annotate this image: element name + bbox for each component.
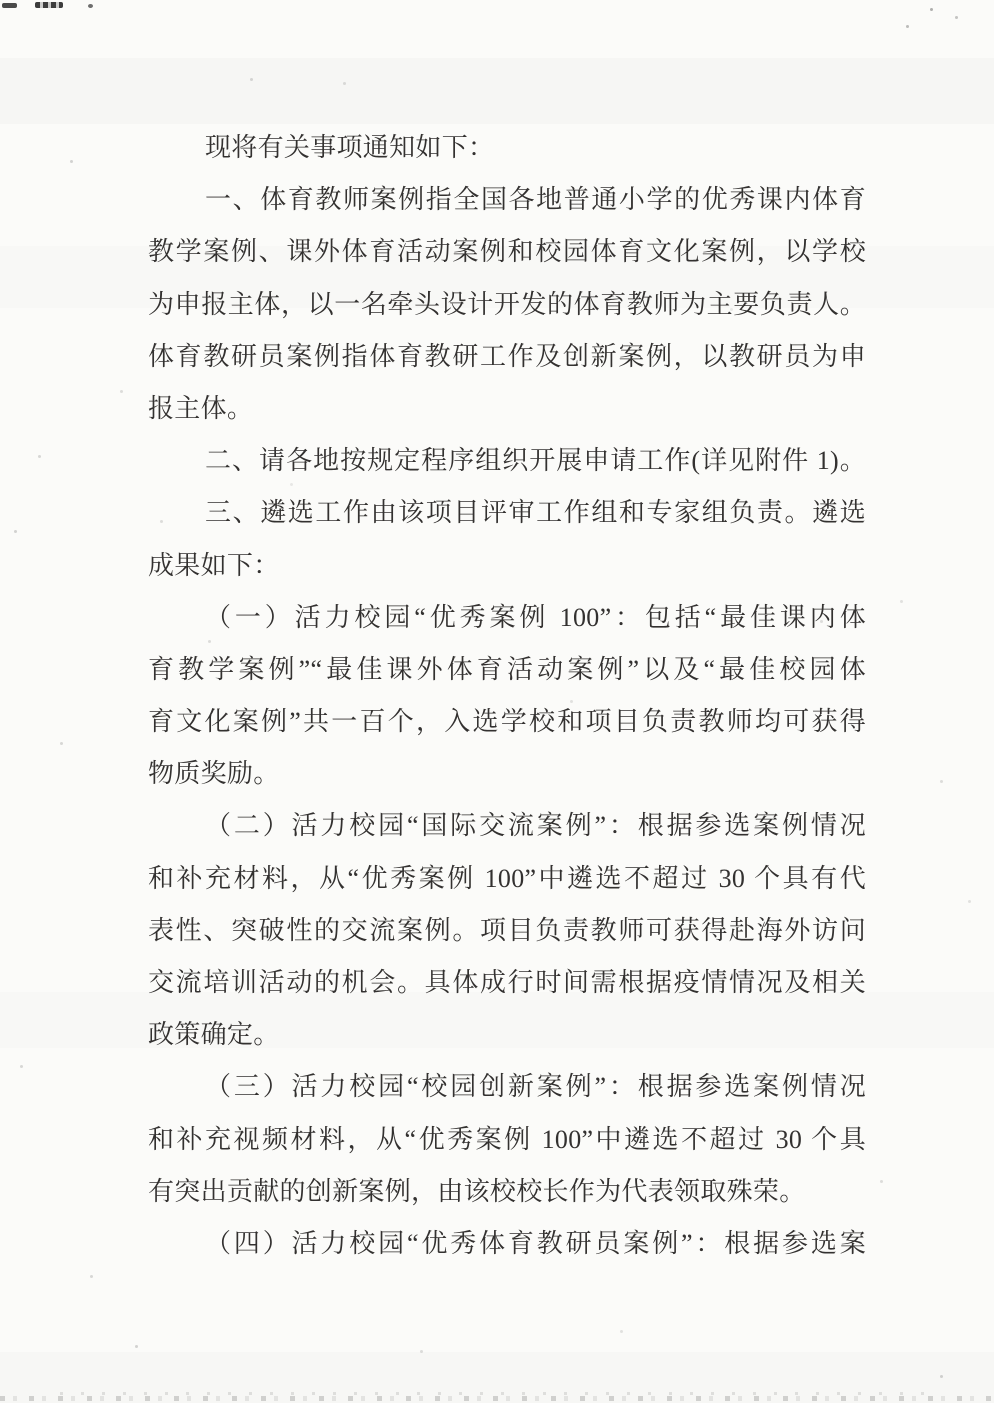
scan-band <box>0 1352 994 1403</box>
doc-line: 教学案例、课外体育活动案例和校园体育文化案例，以学校 <box>148 237 866 267</box>
doc-line: （三）活力校园“校园创新案例”：根据参选案例情况 <box>205 1072 866 1102</box>
doc-line: （一）活力校园“优秀案例 100”：包括“最佳课内体 <box>205 602 866 632</box>
doc-line: 和补充视频材料，从“优秀案例 100”中遴选不超过 30 个具 <box>148 1124 866 1154</box>
scan-band <box>0 58 994 124</box>
doc-line: 为申报主体，以一名牵头设计开发的体育教师为主要负责人。 <box>148 289 866 319</box>
doc-line: （二）活力校园“国际交流案例”：根据参选案例情况 <box>205 811 866 841</box>
scan-bottom-edge-noise <box>0 1396 994 1401</box>
doc-line: 报主体。 <box>148 393 254 423</box>
doc-line: 现将有关事项通知如下： <box>205 133 495 162</box>
scan-bottom-edge-noise <box>60 1392 930 1395</box>
document-body <box>148 122 866 1270</box>
doc-line: 和补充材料，从“优秀案例 100”中遴选不超过 30 个具有代 <box>148 863 866 893</box>
doc-line: 物质奖励。 <box>148 759 280 789</box>
doc-line: 育教学案例”“最佳课外体育活动案例”以及“最佳校园体 <box>148 654 866 684</box>
doc-line: 政策确定。 <box>148 1020 280 1050</box>
doc-line: 有突出贡献的创新案例，由该校校长作为代表领取殊荣。 <box>148 1176 806 1206</box>
scan-noise-speckles <box>930 8 933 11</box>
doc-line: 育文化案例”共一百个，入选学校和项目负责教师均可获得 <box>148 707 866 737</box>
doc-line: 二、请各地按规定程序组织开展申请工作(详见附件 1)。 <box>205 446 866 476</box>
doc-line: 一、体育教师案例指全国各地普通小学的优秀课内体育 <box>205 185 866 215</box>
scan-speckle <box>88 4 93 8</box>
doc-line: 成果如下： <box>148 550 280 580</box>
doc-line: 体育教研员案例指体育教研工作及创新案例，以教研员为申 <box>148 341 866 371</box>
scan-artifact-top-left-dash <box>2 3 17 8</box>
doc-line: （四）活力校园“优秀体育教研员案例”：根据参选案 <box>205 1228 866 1258</box>
doc-line: 交流培训活动的机会。具体成行时间需根据疫情情况及相关 <box>148 968 866 997</box>
doc-line: 三、遴选工作由该项目评审工作组和专家组负责。遴选 <box>205 498 866 528</box>
doc-line: 表性、突破性的交流案例。项目负责教师可获得赴海外访问 <box>148 915 866 945</box>
scan-artifact-top-left-dots <box>35 2 63 8</box>
